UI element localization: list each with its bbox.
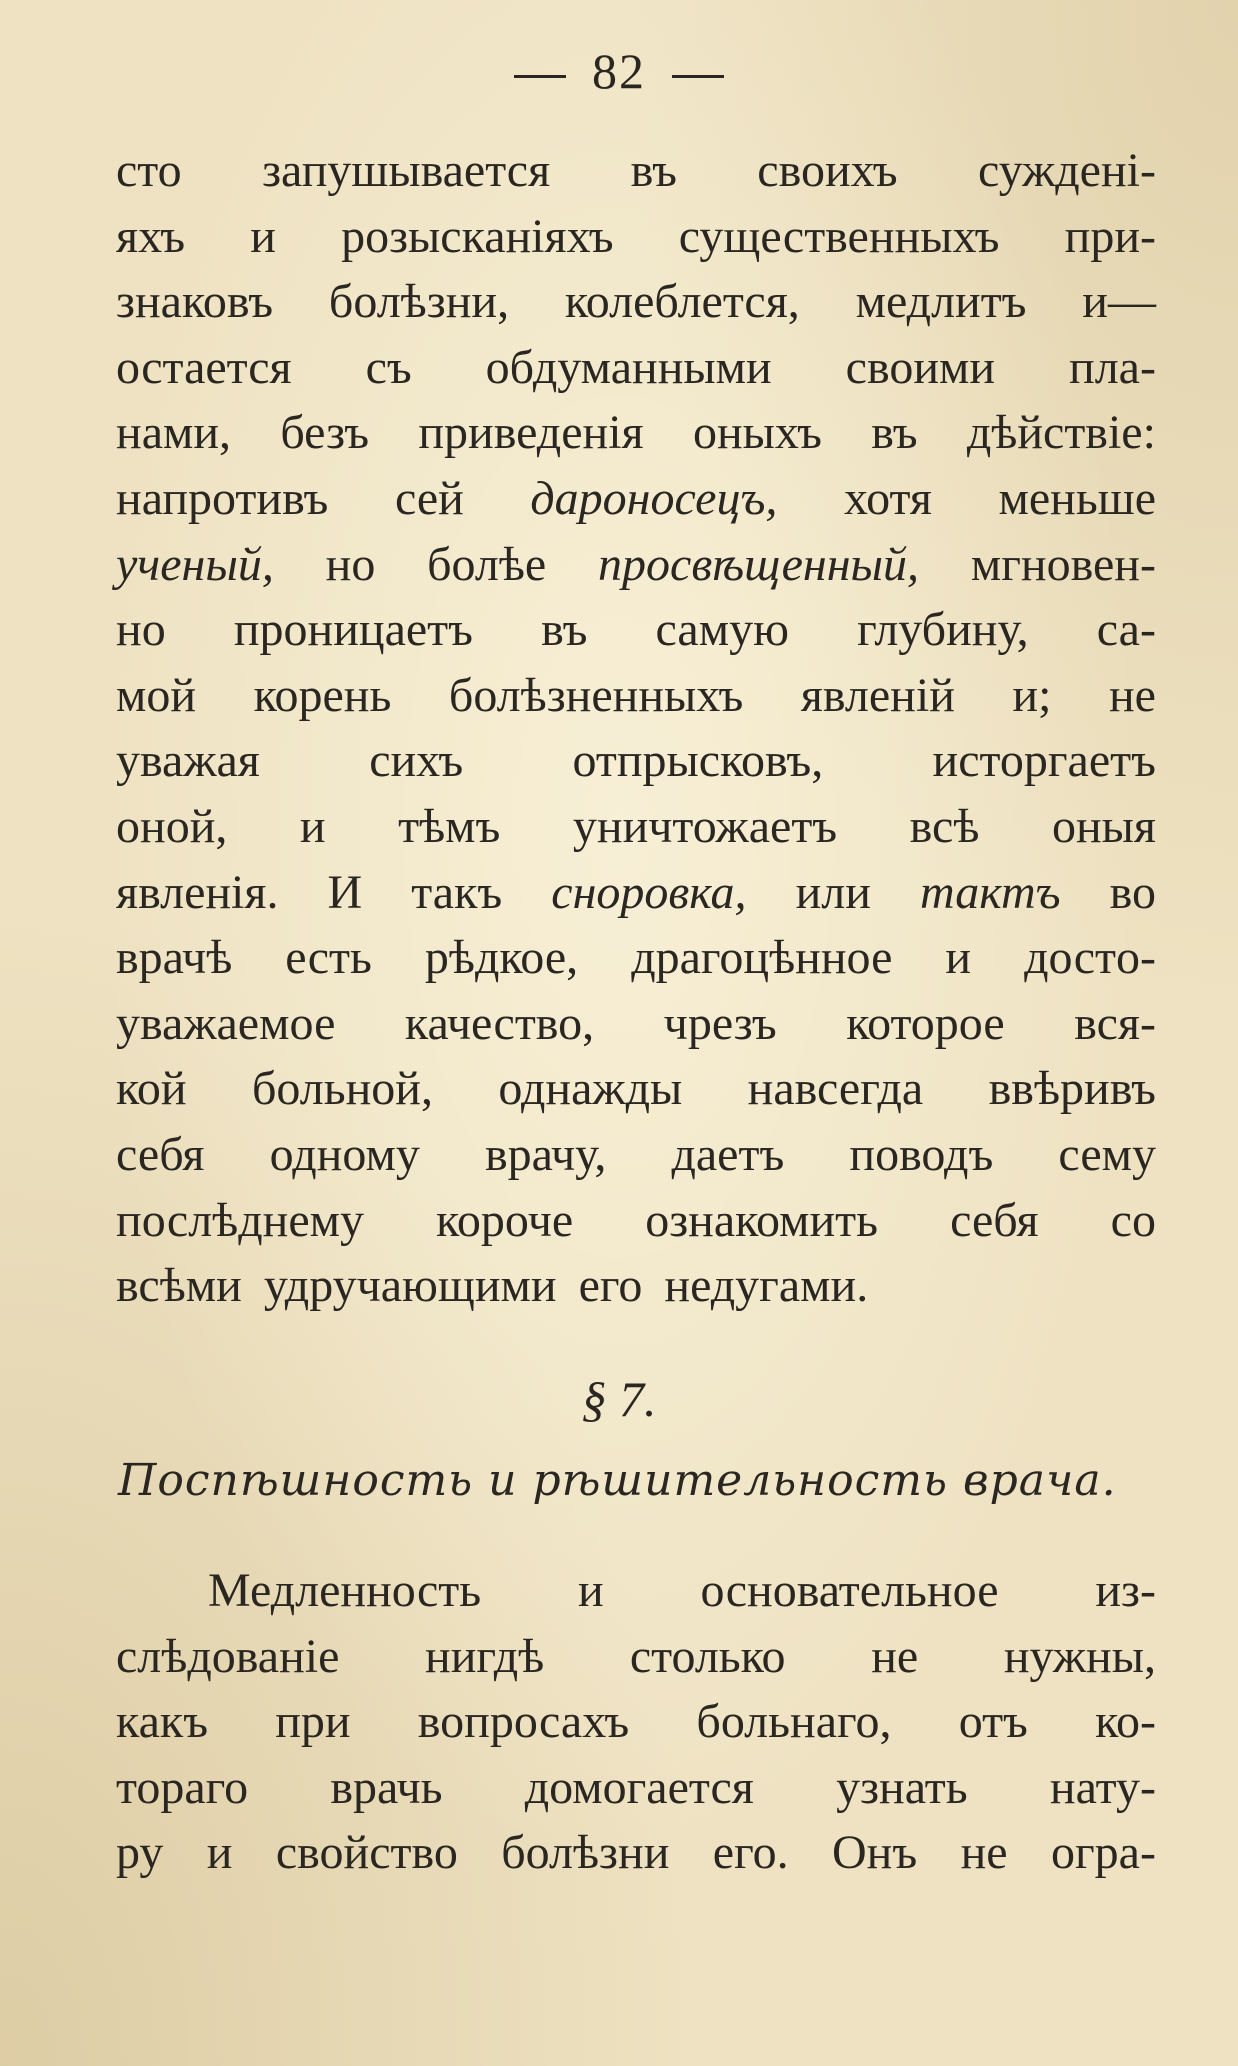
- word: врачѣ: [116, 931, 233, 985]
- word: уничтожаетъ: [572, 799, 838, 853]
- text-line: [116, 532, 1156, 598]
- word: вопросахъ: [417, 1695, 630, 1749]
- word: даетъ: [671, 1127, 785, 1181]
- word: уважая: [116, 734, 260, 788]
- word: удручающими: [263, 1259, 557, 1313]
- word: болѣзни: [501, 1826, 670, 1880]
- word: напротивъ: [116, 471, 329, 525]
- text-line: [116, 597, 1156, 663]
- word: тѣмъ: [398, 799, 501, 853]
- word: корень: [253, 668, 392, 722]
- word: Медленность: [208, 1564, 482, 1617]
- word: сей: [394, 471, 464, 525]
- word: болѣзни,: [328, 275, 510, 329]
- word: не: [1108, 668, 1156, 722]
- word: и;: [1012, 668, 1052, 722]
- word: остается: [116, 340, 292, 394]
- word: дароносецъ,: [530, 471, 778, 525]
- word: колеблется,: [564, 275, 800, 329]
- word: и: [577, 1564, 604, 1617]
- word: уважаемое: [116, 996, 336, 1050]
- paragraph-1: [116, 138, 1156, 1319]
- text-line: [116, 860, 1156, 926]
- word: огра-: [1050, 1826, 1156, 1880]
- word: столько: [629, 1629, 786, 1683]
- word: врачь: [330, 1760, 443, 1814]
- word: больной,: [251, 1062, 433, 1116]
- word: ознакомить: [645, 1193, 879, 1247]
- word: и: [299, 799, 326, 853]
- word: но: [116, 603, 166, 657]
- word: но: [325, 537, 376, 591]
- word: сему: [1058, 1127, 1156, 1181]
- word: мгновен-: [970, 537, 1156, 591]
- section-number: § 7.: [581, 1371, 657, 1427]
- word: и: [250, 209, 276, 263]
- word: или: [795, 865, 871, 919]
- word: со: [1110, 1193, 1156, 1247]
- word: одному: [269, 1127, 420, 1181]
- word: сихъ: [369, 734, 464, 788]
- word: и: [945, 931, 972, 985]
- word: въ: [630, 144, 677, 197]
- word: отпрысковъ,: [572, 734, 824, 788]
- word: приведенiя: [418, 406, 644, 460]
- word: основательное: [700, 1564, 999, 1617]
- word: себя: [950, 1193, 1039, 1247]
- text-line: [116, 1624, 1156, 1690]
- text-line: [116, 663, 1156, 729]
- word: болѣзненныхъ: [448, 668, 744, 722]
- text-line: [116, 1755, 1156, 1821]
- word: и: [206, 1826, 233, 1880]
- word: существенныхъ: [678, 209, 1000, 263]
- text-line: [116, 204, 1156, 270]
- word: знаковъ: [116, 275, 274, 329]
- text-line: [116, 1056, 1156, 1122]
- word: однажды: [498, 1062, 683, 1116]
- header-dash-right: [672, 75, 724, 78]
- word: съ: [365, 340, 412, 394]
- text-line: [116, 991, 1156, 1057]
- word: меньше: [998, 471, 1156, 525]
- text-line: [116, 335, 1156, 401]
- word: качество,: [404, 996, 595, 1050]
- word: ученый,: [116, 537, 274, 591]
- word: вся-: [1074, 996, 1156, 1050]
- word: его.: [712, 1826, 789, 1880]
- word: достo-: [1024, 931, 1156, 985]
- word: безъ: [280, 406, 370, 460]
- word: не: [871, 1629, 919, 1683]
- word: проницаетъ: [233, 603, 473, 657]
- word: медлитъ: [855, 275, 1027, 329]
- word: нату-: [1049, 1760, 1156, 1814]
- word: своихъ: [757, 144, 898, 197]
- text-line: [116, 400, 1156, 466]
- word: во: [1109, 865, 1156, 919]
- word: не: [960, 1826, 1008, 1880]
- word: запушывается: [262, 144, 551, 197]
- text-line: [116, 925, 1156, 991]
- word: исторгаетъ: [932, 734, 1156, 788]
- section-title: Поспѣшность и рѣшительность врача.: [118, 1455, 1117, 1506]
- word: его: [578, 1259, 643, 1313]
- word: дѣйствiе:: [966, 406, 1156, 460]
- text-line: [116, 1253, 1156, 1319]
- word: обдуманными: [485, 340, 772, 394]
- word: болѣе: [427, 537, 547, 591]
- page-number: 82: [592, 43, 646, 99]
- word: при: [275, 1695, 351, 1749]
- word: короче: [436, 1193, 574, 1247]
- word: при-: [1064, 209, 1156, 263]
- word: поводъ: [849, 1127, 994, 1181]
- header-dash-left: [514, 75, 566, 78]
- word: всѣми: [116, 1259, 242, 1313]
- word: такъ: [411, 865, 503, 919]
- word: себя: [116, 1127, 205, 1181]
- word: нами,: [116, 406, 232, 460]
- word: сноровка,: [551, 865, 747, 919]
- word: слѣдованiе: [116, 1629, 340, 1683]
- word: недугами.: [664, 1259, 869, 1313]
- word: сто: [116, 144, 182, 197]
- word: розысканiяхъ: [341, 209, 614, 263]
- text-line: [116, 1558, 1156, 1624]
- text-line: [116, 1689, 1156, 1755]
- word: и—: [1082, 275, 1156, 329]
- text-line: [116, 728, 1156, 794]
- word: кой: [116, 1062, 187, 1116]
- text-line: [116, 466, 1156, 532]
- word: узнать: [836, 1760, 968, 1814]
- word: оныхъ: [692, 406, 822, 460]
- word: ру: [116, 1826, 164, 1880]
- word: больнаго,: [696, 1695, 892, 1749]
- word: сужденi-: [978, 144, 1156, 197]
- word: оныя: [1051, 799, 1156, 853]
- page-header: [0, 42, 1238, 100]
- word: драгоцѣнное: [631, 931, 893, 985]
- word: въ: [871, 406, 918, 460]
- word: И: [327, 865, 363, 919]
- word: просвѣщенный,: [598, 537, 920, 591]
- word: хотя: [843, 471, 932, 525]
- word: которое: [846, 996, 1005, 1050]
- word: отъ: [958, 1695, 1028, 1749]
- word: рѣдкое,: [424, 931, 579, 985]
- word: ко-: [1095, 1695, 1156, 1749]
- word: нужны,: [1003, 1629, 1156, 1683]
- word: своими: [845, 340, 996, 394]
- word: свойство: [275, 1826, 458, 1880]
- text-line: [116, 794, 1156, 860]
- word: врачу,: [484, 1127, 607, 1181]
- word: домогается: [524, 1760, 754, 1814]
- word: оной,: [116, 799, 228, 853]
- text-line: [116, 1122, 1156, 1188]
- word: яхъ: [116, 209, 186, 263]
- word: въ: [541, 603, 588, 657]
- word: явленiя.: [116, 865, 279, 919]
- paragraph-2: [116, 1558, 1156, 1886]
- word: тораго: [116, 1760, 249, 1814]
- word: мой: [116, 668, 197, 722]
- word: самую: [655, 603, 789, 657]
- word: са-: [1096, 603, 1156, 657]
- word: из-: [1095, 1564, 1156, 1617]
- word: явленiй: [800, 668, 955, 722]
- word: всѣ: [909, 799, 980, 853]
- word: глубину,: [857, 603, 1029, 657]
- text-line: [116, 1188, 1156, 1254]
- word: Онъ: [831, 1826, 918, 1880]
- text-line: [116, 1820, 1156, 1886]
- text-line: [116, 138, 1156, 204]
- word: послѣднему: [116, 1193, 364, 1247]
- word: навсегда: [747, 1062, 924, 1116]
- word: тактъ: [919, 865, 1061, 919]
- word: нигдѣ: [425, 1629, 545, 1683]
- word: какъ: [116, 1695, 209, 1749]
- text-line: [116, 269, 1156, 335]
- word: есть: [285, 931, 372, 985]
- word: ввѣривъ: [988, 1062, 1156, 1116]
- word: пла-: [1069, 340, 1156, 394]
- word: чрезъ: [663, 996, 777, 1050]
